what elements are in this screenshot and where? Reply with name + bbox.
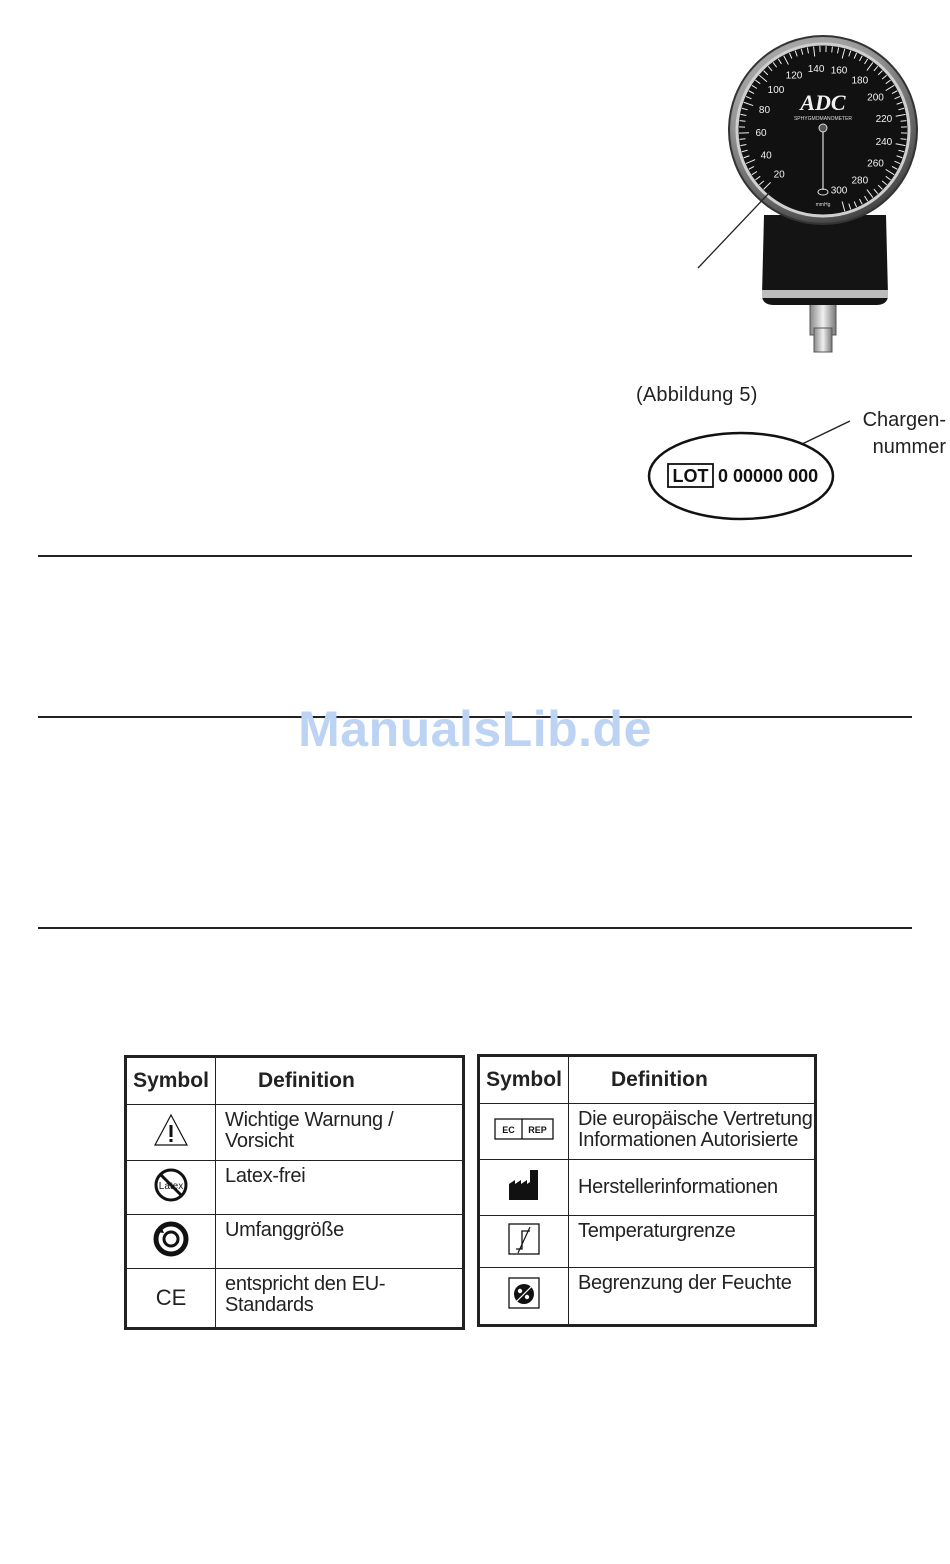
gauge-scale-number: 300 xyxy=(830,185,848,197)
gauge-scale-number: 140 xyxy=(807,63,825,75)
gauge-unit-label: mmHg xyxy=(815,202,831,208)
circumference-size-icon xyxy=(126,1215,216,1269)
gauge-scale-number: 100 xyxy=(767,85,785,97)
definition-cell xyxy=(569,1216,816,1268)
manometer-gauge-illustration xyxy=(690,20,920,365)
gauge-scale-number: 180 xyxy=(851,75,869,87)
gauge-scale-number: 20 xyxy=(773,169,785,181)
table-row xyxy=(479,1268,816,1326)
gauge-scale-number: 40 xyxy=(760,150,772,162)
definition-cell xyxy=(216,1269,464,1329)
gauge-scale-number: 160 xyxy=(830,65,848,77)
definition-line: Die europäische Vertretung xyxy=(578,1108,813,1130)
lot-callout-line-2: nummer xyxy=(872,436,946,458)
header-definition: Definition xyxy=(216,1057,464,1105)
header-definition: Definition xyxy=(569,1056,816,1104)
watermark: ManualsLib.de xyxy=(298,701,652,757)
symbol-table-2 xyxy=(477,1054,817,1327)
definition-cell xyxy=(216,1161,464,1215)
lot-symbol: LOT xyxy=(672,466,709,486)
gauge-scale-number: 240 xyxy=(875,137,893,149)
table-header-row xyxy=(126,1057,464,1105)
gauge-tick xyxy=(901,139,907,140)
gauge-tick xyxy=(740,121,746,122)
definition-cell xyxy=(569,1160,816,1216)
figure-caption: (Abbildung 5) xyxy=(636,384,758,406)
manufacturer-icon xyxy=(479,1160,569,1216)
temperature-limit-icon xyxy=(479,1216,569,1268)
lot-number-badge xyxy=(646,430,836,522)
humidity-limit-icon xyxy=(479,1268,569,1326)
ce-mark-text: CE xyxy=(155,1285,187,1310)
gauge-tick xyxy=(901,121,907,122)
ec-rep-icon xyxy=(479,1104,569,1160)
rep-text: REP xyxy=(528,1124,547,1135)
ce-mark-icon xyxy=(126,1269,216,1329)
definition-line: Temperaturgrenze xyxy=(578,1220,736,1242)
gauge-scale-number: 200 xyxy=(867,92,884,104)
latex-icon-text: Latex xyxy=(158,1180,184,1192)
header-symbol: Symbol xyxy=(126,1057,216,1105)
table-row xyxy=(126,1105,464,1161)
gauge-model-label: SPHYGMOMANOMETER xyxy=(793,116,853,122)
definition-cell xyxy=(216,1105,464,1161)
gauge-scale-number: 220 xyxy=(875,113,893,125)
gauge-scale-number: 260 xyxy=(867,158,884,170)
gauge-tick xyxy=(740,139,746,140)
lot-callout-line-1: Chargen- xyxy=(862,409,946,431)
warning-triangle-icon xyxy=(126,1105,216,1161)
table-row xyxy=(126,1161,464,1215)
header-symbol: Symbol xyxy=(479,1056,569,1104)
symbol-table-1 xyxy=(124,1055,465,1330)
lot-callout-label xyxy=(846,407,946,461)
table-row xyxy=(126,1269,464,1329)
gauge-brand-logo: ADC xyxy=(800,90,846,115)
definition-cell xyxy=(569,1104,816,1160)
definition-line: Begrenzung der Feuchte xyxy=(578,1272,792,1294)
lot-number: 0 00000 000 xyxy=(718,466,819,486)
gauge-scale-number: 60 xyxy=(755,127,767,139)
section-divider-1 xyxy=(38,555,912,557)
table-row xyxy=(479,1216,816,1268)
definition-line: Umfanggröße xyxy=(225,1219,344,1241)
table-row xyxy=(479,1160,816,1216)
definition-cell xyxy=(569,1268,816,1326)
definition-line: Herstellerinformationen xyxy=(578,1176,778,1198)
definition-cell xyxy=(216,1215,464,1269)
definition-line: Latex-frei xyxy=(225,1165,306,1187)
definition-line: Informationen Autorisierte xyxy=(578,1129,799,1151)
table-row xyxy=(479,1104,816,1160)
gauge-tick xyxy=(832,47,833,53)
definition-line: Wichtige Warnung / xyxy=(225,1109,394,1131)
ec-text: EC xyxy=(502,1124,515,1135)
table-header-row xyxy=(479,1056,816,1104)
gauge-scale-number: 80 xyxy=(758,105,771,117)
definition-line: Vorsicht xyxy=(225,1130,294,1152)
gauge-scale-number: 120 xyxy=(785,70,803,82)
table-row xyxy=(126,1215,464,1269)
gauge-scale-number: 280 xyxy=(851,175,869,187)
definition-line: entspricht den EU-Standards xyxy=(225,1273,386,1316)
section-divider-3 xyxy=(38,927,912,929)
latex-free-icon xyxy=(126,1161,216,1215)
